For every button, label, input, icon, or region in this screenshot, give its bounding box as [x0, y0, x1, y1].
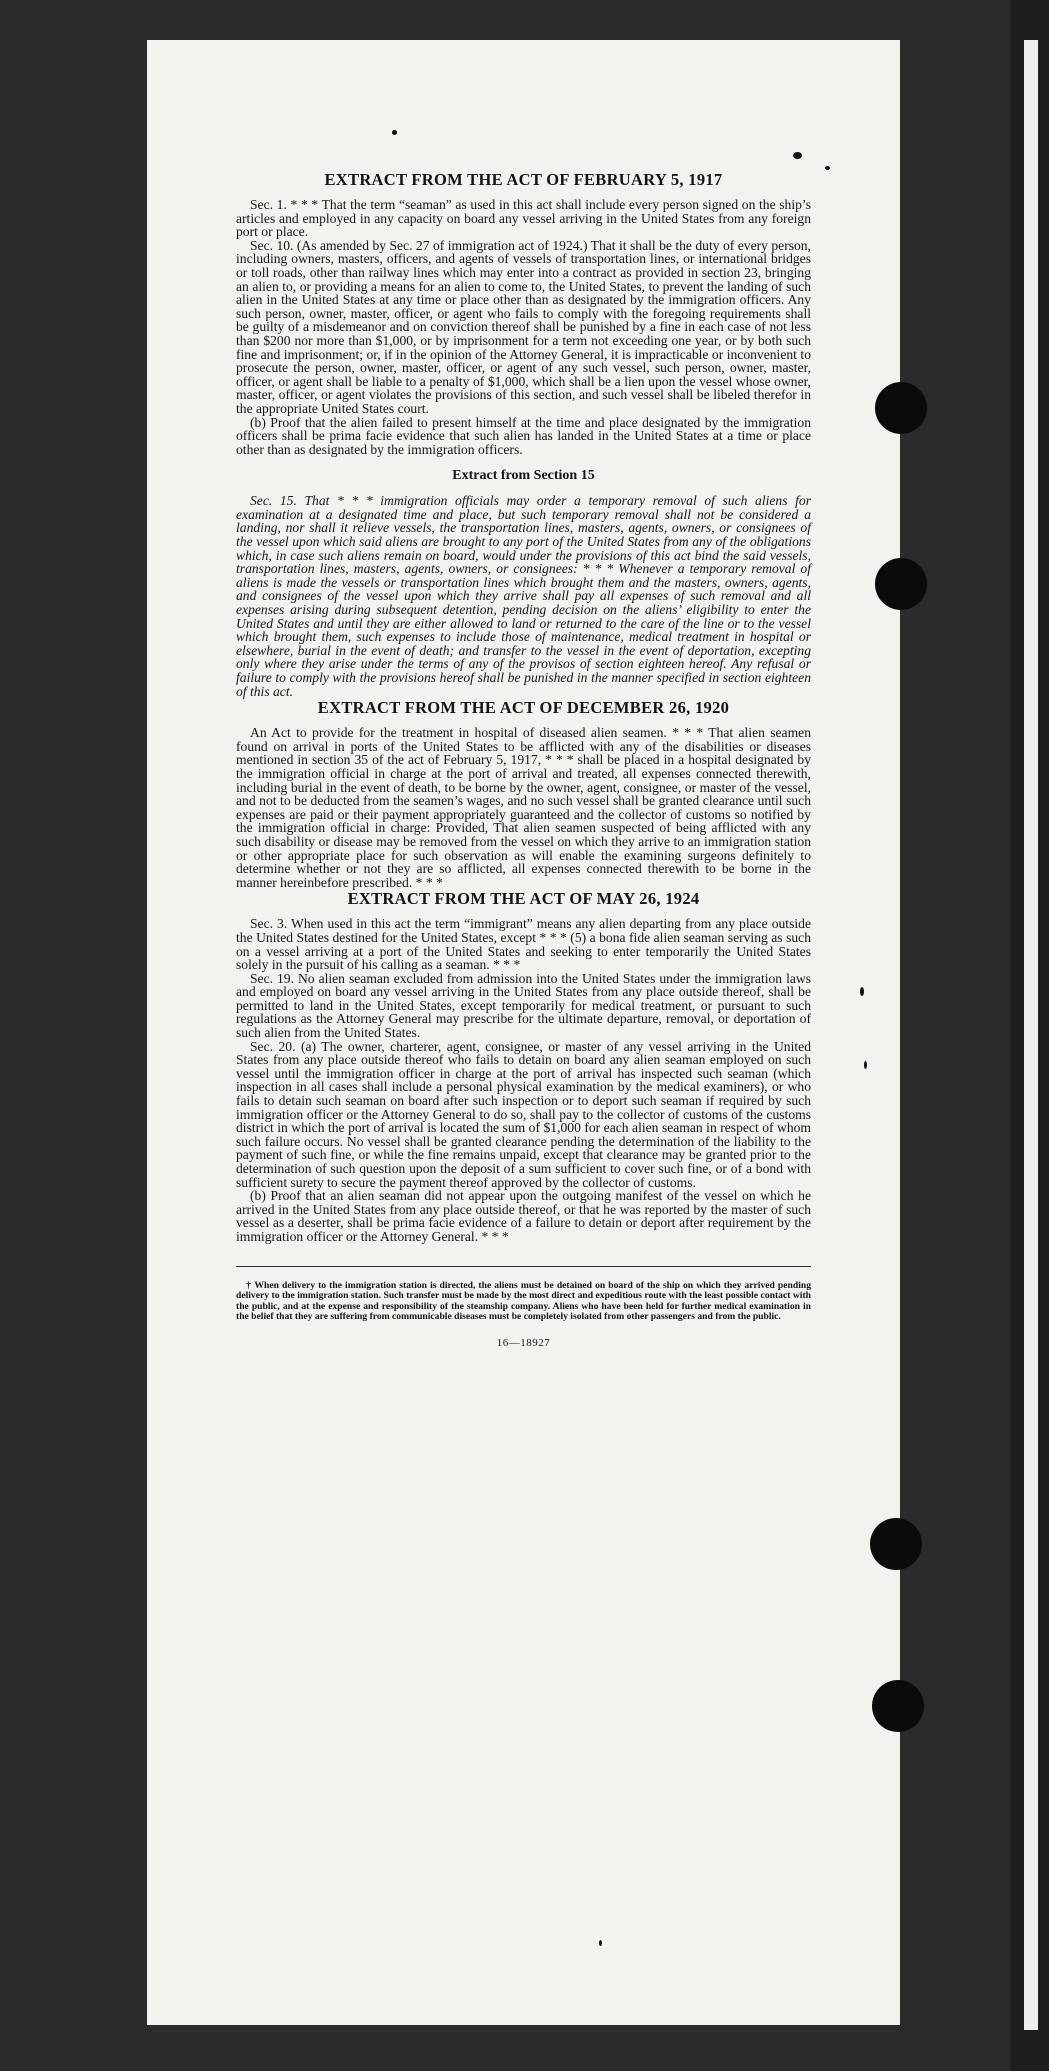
scan-speck — [864, 1061, 867, 1069]
document-page — [147, 40, 900, 2025]
scan-speck — [825, 166, 830, 170]
form-code: 16—18927 — [496, 1336, 551, 1349]
scan-speck — [793, 152, 802, 159]
paragraph: An Act to provide for the treatment in hospital of diseased alien seamen. * * * That alien seamen found on arrival in ports of the United States to be afflicted with any of the disabilities or diseases mentioned in section 35 of the act of February 5, 1917, * * * shall be placed in a hospital designated by the immigration official in charge at the port of arrival and treated, all expenses connected therewith, including burial in the event of death, to be borne by the owner, agent, consignee, or master of the vessel, and not to be deducted from the seamen’s wages, and no such vessel shall be granted clearance until such expenses are paid or their payment appropriately guaranteed and the collector of customs so notified by the immigration official in charge: Provided, That alien seamen suspected of being afflicted with any such disability or disease may be removed from the vessel on which they arrive to an immigration station or other appropriate place for such observation as will enable the examining surgeons definitely to determine whether or not they are so afflicted, all expenses connected therewith to be borne in the manner hereinbefore prescribed. * * * — [236, 725, 811, 890]
punch-hole — [872, 1680, 924, 1732]
paragraph: Sec. 10. (As amended by Sec. 27 of immigration act of 1924.) That it shall be the duty of every person, including owners, masters, officers, and agents of vessels of transportation lines, or international bridges or toll roads, other than railway lines which may enter into a contract as provided in section 23, bringing an alien to, or providing a means for an alien to come to, the United States, to prevent the landing of such alien in the United States at any time or place other than as designated by the immigration officers. Any such person, owner, master, officer, or agent who fails to comply with the foregoing requirements shall be guilty of a misdemeanor and on conviction thereof shall be punished by a fine in each case of not less than $200 nor more than $1,000, or by imprisonment for a term not exceeding one year, or by both such fine and imprisonment; or, if in the opinion of the Attorney General, it is impracticable or inconvenient to prosecute the person, owner, master, officer, or agent of any such vessel, such person, owner, master, officer, or agent shall be liable to a penalty of $1,000, which shall be a lien upon the vessel whose owner, master, officer, or agent violates the provisions of this section, and such vessel shall be libeled therefor in the appropriate United States court. — [236, 237, 811, 416]
scan-speck — [392, 130, 397, 135]
section-heading: EXTRACT FROM THE ACT OF MAY 26, 1924 — [347, 889, 700, 909]
paragraph: Sec. 20. (a) The owner, charterer, agent, consignee, or master of any vessel arriving in the United States from any place outside thereof who fails to detain on board any alien seaman employed on such vessel until the immigration officer in charge at the port of arrival has inspected such seaman (which inspection in all cases shall include a personal physical examination by the medical examiners), or who fails to detain such seaman on board after such inspection or to deport such seaman if required by such immigration officer or the Attorney General to do so, shall pay to the collector of customs of the customs district in which the port of arrival is located the sum of $1,000 for each alien seaman in respect of whom such failure occurs. No vessel shall be granted clearance pending the determination of the liability to the payment of such fine, or while the fine remains unpaid, except that clearance may be granted prior to the determination of such question upon the deposit of a sum sufficient to cover such fine, or of a bond with sufficient surety to secure the payment thereof approved by the collector of customs. — [236, 1038, 811, 1190]
punch-hole — [875, 382, 927, 434]
paragraph: Sec. 15. That * * * immigration officials may order a temporary removal of such aliens for examination at a designated time and place, but such temporary removal shall not be considered a landing, nor shall it relieve vessels, the transportation lines, masters, agents, owners, or consignees of the vessel upon which said aliens are brought to any port of the United States from any of the obligations which, in case such aliens remain on board, would under the provisions of this act bind the said vessels, transportation lines, masters, agents, owners, or consignees: * * * Whenever a temporary removal of aliens is made the vessels or transportation lines which brought them and the masters, owners, agents, and consignees of the vessel upon which they arrive shall pay all expenses of such removal and all expenses arising during subsequent detention, pending decision on the aliens’ eligibility to enter the United States and until they are either allowed to land or returned to the care of the line or to the vessel which brought them, such expenses to include those of maintenance, medical treatment in hospital or elsewhere, burial in the event of death; and transfer to the vessel in the event of deportation, excepting only where they arise under the terms of any of the provisos of section eighteen hereof. Any refusal or failure to comply with the provisions hereof shall be punished in the manner specified in section eighteen of this act. — [236, 493, 811, 699]
punch-hole — [875, 558, 927, 610]
scan-speck — [599, 1940, 602, 1946]
footnote-divider — [236, 1266, 811, 1267]
paragraph: (b) Proof that the alien failed to present himself at the time and place designated by the immigration officers shall be prima facie evidence that such alien has landed in the United States at a time or place other than as designated by the immigration officers. — [236, 414, 811, 457]
scan-speck — [860, 987, 864, 996]
paragraph: Sec. 1. * * * That the term “seaman” as used in this act shall include every person signed on the ship’s articles and employed in any capacity on board any vessel arriving in the United States from any foreign port or place. — [236, 197, 811, 240]
paragraph: (b) Proof that an alien seaman did not appear upon the outgoing manifest of the vessel on which he arrived in the United States from any place outside thereof, or that he was reported by the master of such vessel as a deserter, shall be prima facie evidence of a failure to detain or deport after requirement by the immigration officer or the Attorney General. * * * — [236, 1188, 811, 1244]
paragraph: Sec. 3. When used in this act the term “immigrant” means any alien departing from any place outside the United States destined for the United States, except * * * (5) a bona fide alien seaman serving as such on a vessel arriving at a port of the United States and seeking to enter temporarily the United States solely in the pursuit of his calling as a seaman. * * * — [236, 916, 811, 973]
section-heading: Extract from Section 15 — [452, 468, 595, 484]
document-body — [236, 170, 811, 1244]
punch-hole — [870, 1518, 922, 1570]
adjacent-page-edge — [1024, 40, 1038, 2030]
section-heading: EXTRACT FROM THE ACT OF DECEMBER 26, 1920 — [317, 698, 730, 718]
paragraph: Sec. 19. No alien seaman excluded from admission into the United States under the immigration laws and employed on board any vessel arriving in the United States from any place outside thereof, shall be permitted to land in the United States, except temporarily for medical treatment, or pursuant to such regulations as the Attorney General may prescribe for the ultimate departure, removal, or deportation of such alien from the United States. — [236, 970, 811, 1041]
footnote: † When delivery to the immigration station is directed, the aliens must be detained on board of the ship on which they arrived pending delivery to the immigration station. Such transfer must be made by the most direct and expeditious route with the least possible contact with the public, and at the expense and responsibility of the steamship company. Aliens who have been held for further medical examination in the belief that they are suffering from communicable diseases must be completely isolated from other passengers and from the public. — [236, 1279, 811, 1323]
section-heading: EXTRACT FROM THE ACT OF FEBRUARY 5, 1917 — [324, 170, 723, 189]
